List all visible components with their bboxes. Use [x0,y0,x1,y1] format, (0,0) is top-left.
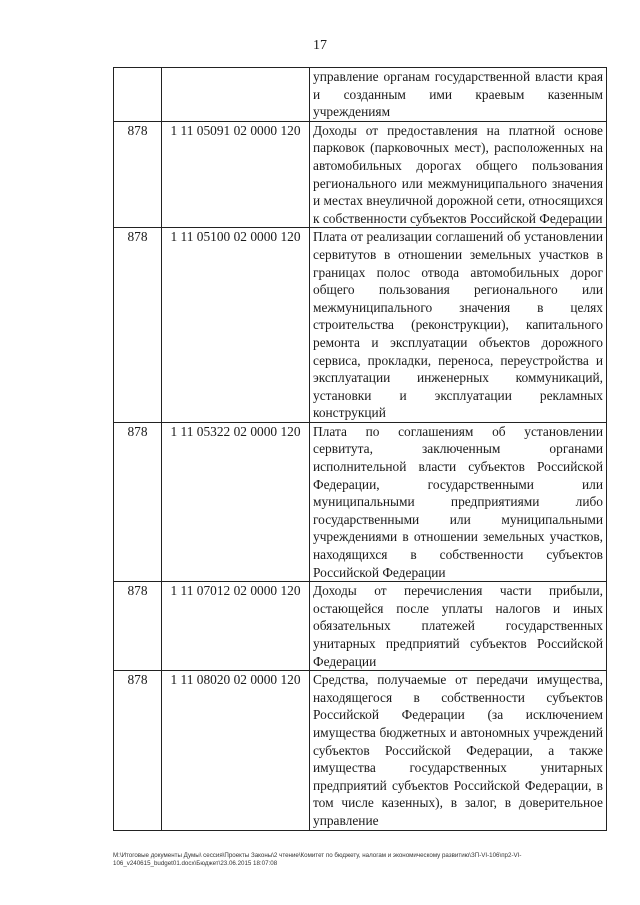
budget-code-cell [162,68,310,122]
revenue-description-cell: Плата по соглашениям об установлении сервитута, заключенным органами исполнительной власти субъектов Российской Федерации, государственными или муниципальными предприятиями либо государственными или муниципальными учреждениями в отношении земельных участков, находящихся в собственности субъектов Российской Федерации [310,422,607,581]
budget-code-cell: 1 11 05322 02 0000 120 [162,422,310,581]
budget-code-cell: 1 11 05091 02 0000 120 [162,121,310,228]
footer-line-2: 106_v240615_budget01.docx\Бюджет\23.06.2015 18:07:08 [113,860,278,867]
revenue-description-cell: Плата от реализации соглашений об установлении сервитутов в отношении земельных участков в границах полос отвода автомобильных дорог общего пользования регионального или межмуниципального значения в целях строительства (реконструкции), капитального ремонта и эксплуатации объектов дорожного сервиса, прокладки, переноса, переустройства и эксплуатации инженерных коммуникаций, установки и эксплуатации рекламных конструкций [310,228,607,423]
budget-code-cell: 1 11 08020 02 0000 120 [162,671,310,830]
table-body [114,68,607,831]
table-row [114,228,607,423]
file-path-footer [113,852,609,868]
budget-classification-table [113,67,607,831]
budget-code-cell: 1 11 07012 02 0000 120 [162,582,310,671]
table-row [114,121,607,228]
admin-code-cell: 878 [114,121,162,228]
table-row [114,422,607,581]
table-row [114,582,607,671]
admin-code-cell: 878 [114,671,162,830]
revenue-description-cell: управление органам государственной власти края и созданным ими краевым казенным учреждениям [310,68,607,122]
table-row [114,671,607,830]
page-number: 17 [313,38,327,53]
admin-code-cell: 878 [114,422,162,581]
admin-code-cell: 878 [114,228,162,423]
admin-code-cell: 878 [114,582,162,671]
revenue-description-cell: Доходы от перечисления части прибыли, остающейся после уплаты налогов и иных обязательных платежей государственных унитарных предприятий субъектов Российской Федерации [310,582,607,671]
admin-code-cell [114,68,162,122]
budget-code-cell: 1 11 05100 02 0000 120 [162,228,310,423]
revenue-description-cell: Средства, получаемые от передачи имущества, находящегося в собственности субъектов Российской Федерации (за исключением имущества бюджетных и автономных учреждений субъектов Российской Федерации, а также имущества государственных унитарных предприятий субъектов Российской Федерации, в том числе казенных), в залог, в доверительное управление [310,671,607,830]
revenue-description-cell: Доходы от предоставления на платной основе парковок (парковочных мест), расположенных на автомобильных дорогах общего пользования регионального или межмуниципального значения и местах внеуличной дорожной сети, относящихся к собственности субъектов Российской Федерации [310,121,607,228]
footer-line-1: М:\Итоговые документы Думы\ сессия\Проекты Законы\2 чтение\Комитет по бюджету, налогам и экономическому развитию\ЗП-VI-106\пр2-VI- [113,852,522,859]
table-row [114,68,607,122]
